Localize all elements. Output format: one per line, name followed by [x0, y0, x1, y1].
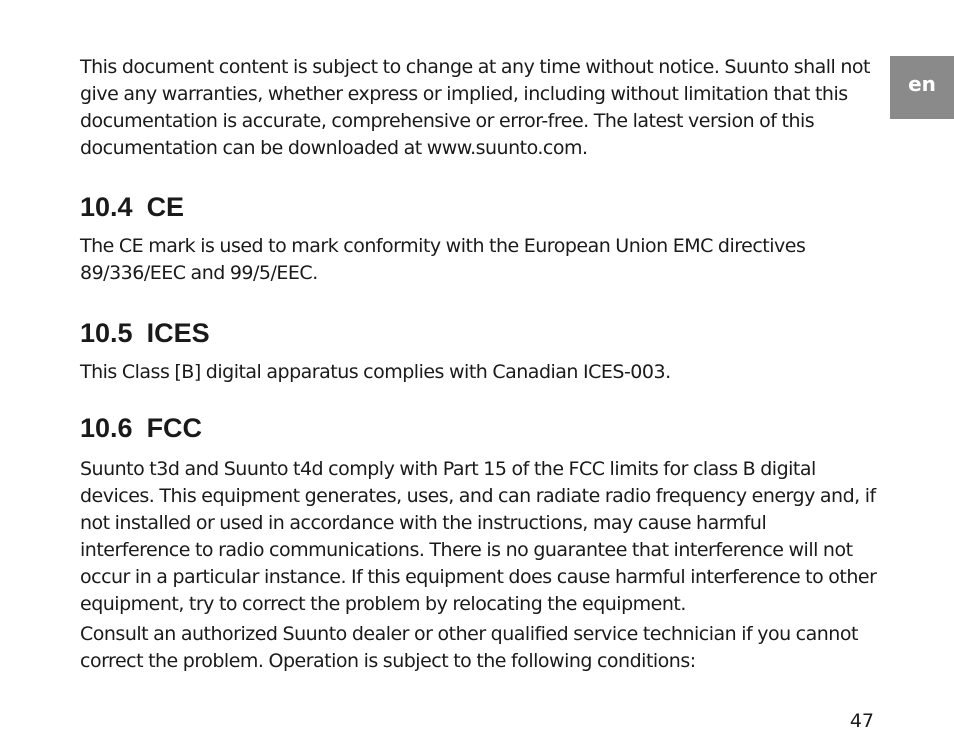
- section-title: FCC: [146, 413, 203, 443]
- intro-paragraph: This document content is subject to change at any time without notice. Suunto shall not give any warranties, whether express or implied, including without limitation that this documentation is accurate, comprehensive or error-free. The latest version of this documentation can be downloaded at www.suunto.com.: [80, 56, 870, 159]
- ce-paragraph: The CE mark is used to mark conformity with the European Union EMC directives 89/336/EEC and 99/5/EEC.: [80, 235, 806, 284]
- section-heading-ices: [80, 316, 880, 350]
- section-heading-ce: [80, 190, 880, 224]
- section-title: CE: [146, 192, 185, 222]
- section-number: 10.5: [80, 318, 133, 348]
- section-title: ICES: [146, 318, 210, 348]
- language-tab: en: [890, 56, 954, 119]
- document-body: [80, 54, 880, 675]
- section-number: 10.6: [80, 413, 133, 443]
- section-heading-fcc: [80, 411, 880, 445]
- section-number: 10.4: [80, 192, 133, 222]
- ices-paragraph: This Class [B] digital apparatus complies with Canadian ICES-003.: [80, 361, 671, 383]
- fcc-paragraph-2: Consult an authorized Suunto dealer or other qualified service technician if you cannot correct the problem. Operation is subject to the following conditions:: [80, 623, 858, 672]
- fcc-paragraph-1: Suunto t3d and Suunto t4d comply with Part 15 of the FCC limits for class B digital devices. This equipment generates, uses, and can radiate radio frequency energy and, if not installed or used in accordance with the instructions, may cause harmful interference to radio communications. There is no guarantee that interference will not occur in a particular instance. If this equipment does cause harmful interference to other equipment, try to correct the problem by relocating the equipment.: [80, 458, 877, 615]
- page-number: 47: [849, 710, 874, 732]
